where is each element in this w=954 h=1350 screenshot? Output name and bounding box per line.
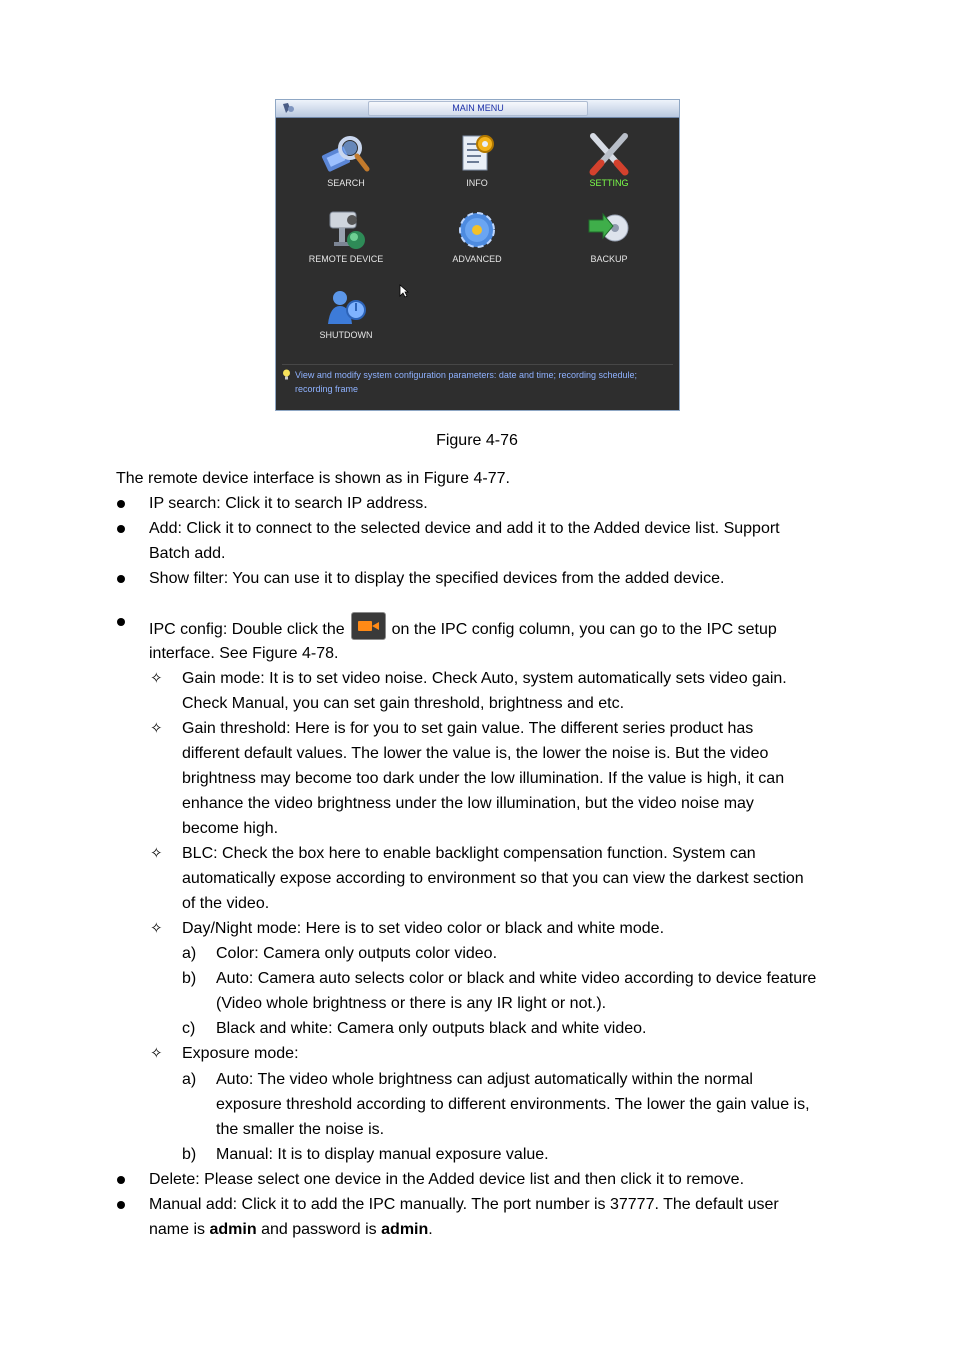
- app-logo-icon: [282, 102, 296, 114]
- exposure-mode-text: Exposure mode:: [182, 1045, 299, 1062]
- intro-text: The remote device interface is shown as in Figure 4-77.: [116, 470, 510, 487]
- default-password: admin: [381, 1221, 429, 1238]
- menu-item-advanced[interactable]: [417, 208, 537, 265]
- main-menu-titlebar: [276, 100, 679, 118]
- menu-item-label: BACKUP: [590, 254, 628, 264]
- menu-hint-line: recording frame: [295, 384, 359, 394]
- gain-threshold-text: Gain threshold: Here is for you to set gain value. The different series product has: [182, 720, 754, 737]
- blc-text: of the video.: [182, 895, 270, 912]
- bullet-manual-add: Manual add: Click it to add the IPC manually. The port number is 37777. The default user: [149, 1196, 779, 1213]
- menu-item-shutdown[interactable]: [286, 284, 406, 341]
- bullet-add: Add: Click it to connect to the selected device and add it to the Added device list. Support: [149, 520, 780, 537]
- bullet-manual-add-cont: [149, 1220, 433, 1240]
- exposure-manual-text: Manual: It is to display manual exposure value.: [216, 1146, 549, 1163]
- exposure-auto-text: exposure threshold according to different environments. The lower the gain value is,: [216, 1096, 810, 1113]
- bullet-icon: [117, 1176, 125, 1184]
- menu-item-label: INFO: [466, 178, 488, 188]
- bullet-icon: [117, 1201, 125, 1209]
- info-icon: [451, 132, 503, 176]
- blc-text: BLC: Check the box here to enable backlight compensation function. System can: [182, 845, 756, 862]
- bullet-icon: [117, 575, 125, 583]
- menu-item-setting[interactable]: [549, 132, 669, 189]
- day-night-bw-text: Black and white: Camera only outputs black and white video.: [216, 1020, 647, 1037]
- diamond-bullet-icon: ✧: [150, 920, 163, 937]
- menu-item-label: SEARCH: [327, 178, 365, 188]
- menu-item-label: SETTING: [589, 178, 629, 188]
- setting-icon: [583, 132, 635, 176]
- menu-hint: [282, 364, 673, 408]
- manual-add-text: and password is: [261, 1221, 377, 1238]
- bullet-add-cont: Batch add.: [149, 545, 226, 562]
- ipc-config-camera-icon: [351, 612, 386, 640]
- menu-item-backup[interactable]: [549, 208, 669, 265]
- bullet-ip-search: IP search: Click it to search IP address.: [149, 495, 428, 512]
- list-marker: b): [182, 970, 197, 987]
- gain-threshold-text: different default values. The lower the value is, the lower the noise is. But the video: [182, 745, 769, 762]
- manual-add-text: name is: [149, 1221, 206, 1238]
- remote-device-icon: [320, 208, 372, 252]
- gain-mode-text: Gain mode: It is to set video noise. Check Auto, system automatically sets video gain.: [182, 670, 787, 687]
- exposure-auto-text: the smaller the noise is.: [216, 1121, 385, 1138]
- default-username: admin: [209, 1221, 257, 1238]
- list-marker: a): [182, 945, 197, 962]
- menu-item-label: ADVANCED: [452, 254, 502, 264]
- menu-item-label: REMOTE DEVICE: [308, 254, 384, 264]
- bullet-ipc-config: [149, 612, 777, 640]
- advanced-icon: [451, 208, 503, 252]
- day-night-color-text: Color: Camera only outputs color video.: [216, 945, 498, 962]
- menu-hint-line: View and modify system configuration parameters: date and time; recording schedule;: [295, 370, 638, 380]
- day-night-text: Day/Night mode: Here is to set video color or black and white mode.: [182, 920, 665, 937]
- gain-threshold-text: brightness may become too dark under the low illumination. If the value is high, it can: [182, 770, 785, 787]
- gain-mode-text: Check Manual, you can set gain threshold, brightness and etc.: [182, 695, 625, 712]
- diamond-bullet-icon: ✧: [150, 720, 163, 737]
- bullet-ipc-config-cont: interface. See Figure 4-78.: [149, 645, 339, 662]
- gain-threshold-text: become high.: [182, 820, 279, 837]
- day-night-auto-text: (Video whole brightness or there is any IR light or not.).: [216, 995, 607, 1012]
- ipc-config-text-post: on the IPC config column, you can go to the IPC setup: [391, 621, 777, 638]
- menu-item-remote-device[interactable]: [286, 208, 406, 265]
- exposure-auto-text: Auto: The video whole brightness can adjust automatically within the normal: [216, 1071, 753, 1088]
- ipc-config-text-pre: IPC config: Double click the: [149, 621, 345, 638]
- shutdown-icon: [320, 284, 372, 328]
- diamond-bullet-icon: ✧: [150, 1045, 163, 1062]
- backup-icon: [583, 208, 635, 252]
- gain-threshold-text: enhance the video brightness under the low illumination, but the video noise may: [182, 795, 754, 812]
- diamond-bullet-icon: ✧: [150, 670, 163, 687]
- list-marker: a): [182, 1071, 197, 1088]
- main-menu-title: MAIN MENU: [368, 101, 588, 116]
- manual-add-period: .: [428, 1221, 433, 1238]
- bullet-icon: [117, 500, 125, 508]
- menu-item-search[interactable]: [286, 132, 406, 189]
- bullet-delete: Delete: Please select one device in the Added device list and then click it to remove.: [149, 1171, 745, 1188]
- figure-caption: Figure 4-76: [436, 432, 518, 449]
- day-night-auto-text: Auto: Camera auto selects color or black and white video according to device feature: [216, 970, 817, 987]
- lightbulb-icon: [282, 369, 291, 380]
- menu-item-info[interactable]: [417, 132, 537, 189]
- diamond-bullet-icon: ✧: [150, 845, 163, 862]
- menu-item-label: SHUTDOWN: [319, 330, 373, 340]
- blc-text: automatically expose according to environment so that you can view the darkest section: [182, 870, 804, 887]
- mouse-cursor-icon: [399, 284, 409, 298]
- list-marker: b): [182, 1146, 197, 1163]
- bullet-icon: [117, 618, 125, 626]
- bullet-icon: [117, 525, 125, 533]
- main-menu-window: [275, 99, 680, 411]
- bullet-show-filter: Show filter: You can use it to display the specified devices from the added device.: [149, 570, 725, 587]
- search-icon: [320, 132, 372, 176]
- list-marker: c): [182, 1020, 196, 1037]
